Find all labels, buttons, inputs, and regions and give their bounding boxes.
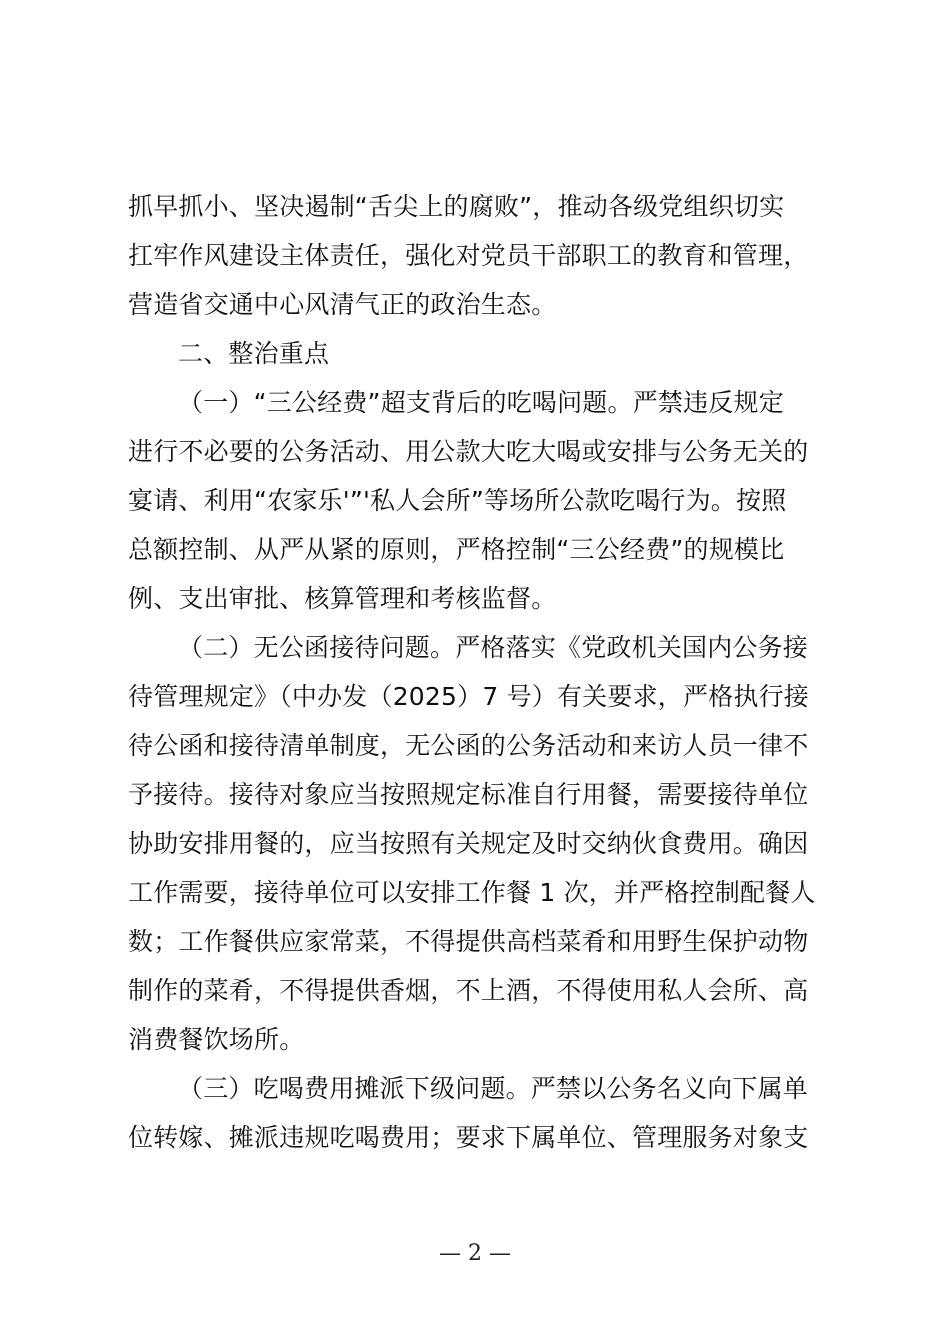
text-line: 例、支出审批、核算管理和考核监督。	[128, 584, 557, 613]
paragraph-2	[128, 623, 832, 1064]
text-line: 扛牢作风建设主体责任，强化对党员干部职工的教育和管理，	[128, 241, 809, 270]
text-line: 数；工作餐供应家常菜，不得提供高档菜肴和用野生保护动物	[128, 927, 809, 956]
text-line: 予接待。接待对象应当按照规定标准自行用餐，需要接待单位	[128, 780, 809, 809]
text-line: 抓早抓小、坚决遏制“舌尖上的腐败”，推动各级党组织切实	[128, 192, 785, 221]
text-line: 工作需要，接待单位可以安排工作餐 1 次，并严格控制配餐人	[128, 878, 816, 907]
text-line: 消费餐饮场所。	[128, 1025, 305, 1054]
text-line: 进行不必要的公务活动、用公款大吃大喝或安排与公务无关的	[128, 437, 809, 466]
text-line: 总额控制、从严从紧的原则，严格控制“三公经费”的规模比	[128, 535, 785, 564]
body-text	[128, 182, 832, 1162]
paragraph-1	[128, 378, 832, 623]
text-line: 宴请、利用“农家乐'”'私人会所”等场所公款吃喝行为。按照	[128, 486, 787, 515]
paragraph-3	[128, 1064, 832, 1162]
section-heading	[128, 329, 832, 378]
text-line: （二）无公函接待问题。严格落实《党政机关国内公务接	[178, 633, 809, 662]
text-line: 待管理规定》（中办发（2025）7 号）有关要求，严格执行接	[128, 682, 809, 711]
page-number: — 2 —	[439, 1241, 511, 1266]
text-line: 位转嫁、摊派违规吃喝费用；要求下属单位、管理服务对象支	[128, 1123, 809, 1152]
section-heading-text: 二、整治重点	[178, 339, 330, 368]
paragraph-continuation	[128, 182, 832, 329]
text-line: （三）吃喝费用摊派下级问题。严禁以公务名义向下属单	[178, 1074, 809, 1103]
text-line: 协助安排用餐的，应当按照有关规定及时交纳伙食费用。确因	[128, 829, 809, 858]
text-line: 营造省交通中心风清气正的政治生态。	[128, 290, 557, 319]
text-line: 制作的菜肴，不得提供香烟，不上酒，不得使用私人会所、高	[128, 976, 809, 1005]
text-line: 待公函和接待清单制度，无公函的公务活动和来访人员一律不	[128, 731, 809, 760]
text-line: （一）“三公经费”超支背后的吃喝问题。严禁违反规定	[178, 388, 784, 417]
